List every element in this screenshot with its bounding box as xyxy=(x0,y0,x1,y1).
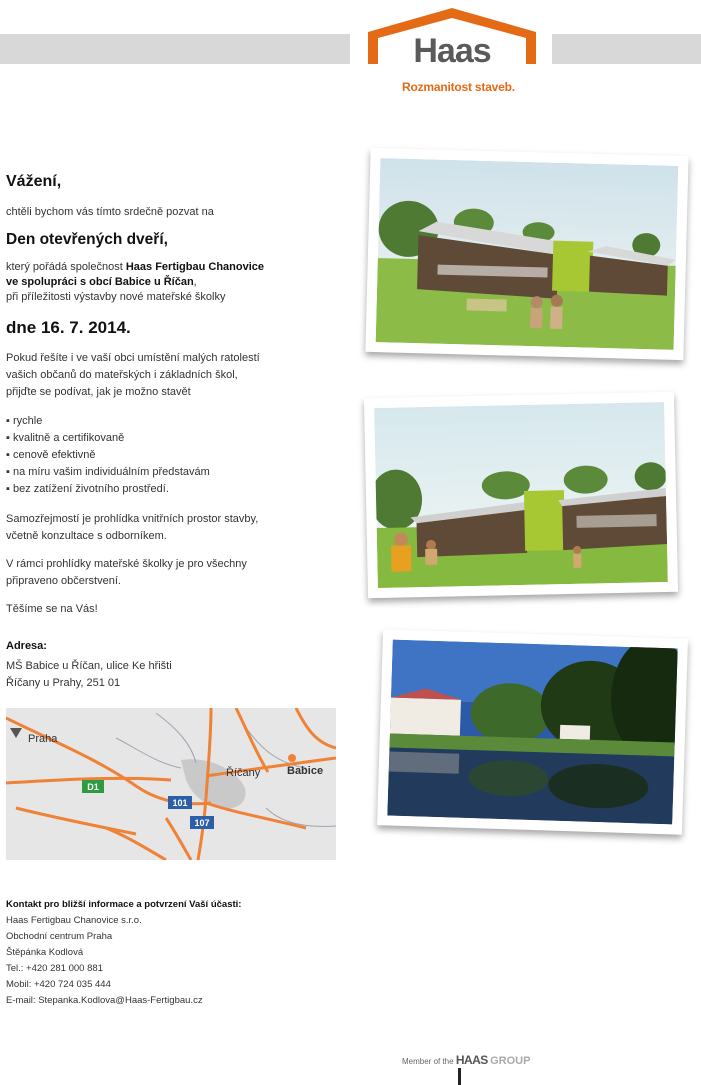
photo-kindergarten-1 xyxy=(365,148,688,360)
map-label-babice: Babice xyxy=(287,765,324,777)
road-101-label: 101 xyxy=(172,798,188,808)
list-item: ▪ na míru vašim individuálním představám xyxy=(6,464,210,481)
organizer-prefix: který pořádá společnost xyxy=(6,261,126,273)
event-date: dne 16. 7. 2014. xyxy=(6,318,131,337)
list-item: ▪ kvalitně a certifikovaně xyxy=(6,430,210,447)
contact-mobile: Mobil: +420 724 035 444 xyxy=(6,979,111,990)
paragraph-1-line-3: přijďte se podívat, jak je možno stavět xyxy=(6,386,191,398)
location-map xyxy=(6,708,336,860)
map-label-ricany: Říčany xyxy=(226,767,261,779)
contact-office: Obchodní centrum Praha xyxy=(6,931,113,942)
contact-phone: Tel.: +420 281 000 881 xyxy=(6,963,103,974)
paragraph-1 xyxy=(6,350,260,401)
organizer-partner: ve spolupráci s obcí Babice u Říčan xyxy=(6,276,194,288)
organizer-line-2 xyxy=(6,275,336,290)
organizer-company: Haas Fertigbau Chanovice xyxy=(125,261,265,273)
paragraph-3 xyxy=(6,556,247,590)
header-band-right xyxy=(552,34,701,64)
paragraph-1-line-2: vašich občanů do mateřských i základních škol, xyxy=(6,369,238,381)
babice-marker-icon xyxy=(288,754,296,762)
paragraph-2-line-1: Samozřejmostí je prohlídka vnitřních prostor stavby, xyxy=(6,513,259,525)
member-group: GROUP xyxy=(490,1055,531,1067)
paragraph-2-line-2: včetně konzultace s odborníkem. xyxy=(6,530,167,542)
contact-label: Kontakt pro bližší informace a potvrzení Vaší účasti: xyxy=(6,899,242,910)
contact-company: Haas Fertigbau Chanovice s.r.o. xyxy=(6,915,142,926)
member-of-haas-group xyxy=(402,1053,530,1067)
address-line-1: MŠ Babice u Říčan, ulice Ke hřišti xyxy=(6,660,172,672)
list-item: ▪ rychle xyxy=(6,413,210,430)
member-of-text: Member of the xyxy=(402,1057,454,1066)
list-item: ▪ bez zatížení životního prostředí. xyxy=(6,481,210,498)
map-label-praha: Praha xyxy=(28,733,58,745)
photo-pond xyxy=(377,629,688,834)
invite-line: chtěli bychom vás tímto srdečně pozvat na xyxy=(6,206,214,218)
organizer-block xyxy=(6,260,336,305)
paragraph-2 xyxy=(6,511,258,545)
list-item: ▪ cenově efektivně xyxy=(6,447,210,464)
event-title: Den otevřených dveří, xyxy=(6,231,168,248)
greeting: Vážení, xyxy=(6,173,62,190)
paragraph-3-line-1: V rámci prohlídky mateřské školky je pro všechny xyxy=(6,558,247,570)
closing: Těšíme se na Vás! xyxy=(6,603,98,615)
organizer-comma: , xyxy=(193,276,197,288)
road-d1-label: D1 xyxy=(87,782,99,792)
address-label: Adresa: xyxy=(6,640,47,652)
paragraph-1-line-1: Pokud řešíte i ve vaší obci umístění malých ratolestí xyxy=(6,352,260,364)
slogan: Rozmanitost staveb. xyxy=(402,80,515,94)
organizer-line-3: při příležitosti výstavby nové mateřské školky xyxy=(6,291,226,303)
road-107-label: 107 xyxy=(194,818,210,828)
organizer-line-1 xyxy=(6,260,336,275)
contact-email: E-mail: Stepanka.Kodlova@Haas-Fertigbau.cz xyxy=(6,995,203,1006)
benefit-list xyxy=(6,413,210,498)
photo-kindergarten-2 xyxy=(364,392,678,598)
address-block xyxy=(6,658,172,692)
logo-text: Haas xyxy=(413,32,491,70)
footer-divider xyxy=(458,1068,461,1085)
address-line-2: Říčany u Prahy, 251 01 xyxy=(6,677,121,689)
paragraph-3-line-2: připraveno občerstvení. xyxy=(6,575,121,587)
contact-person: Štěpánka Kodlová xyxy=(6,947,84,958)
member-brand: HAAS xyxy=(455,1053,488,1067)
contact-block xyxy=(6,897,241,1009)
header-band-left xyxy=(0,34,350,64)
